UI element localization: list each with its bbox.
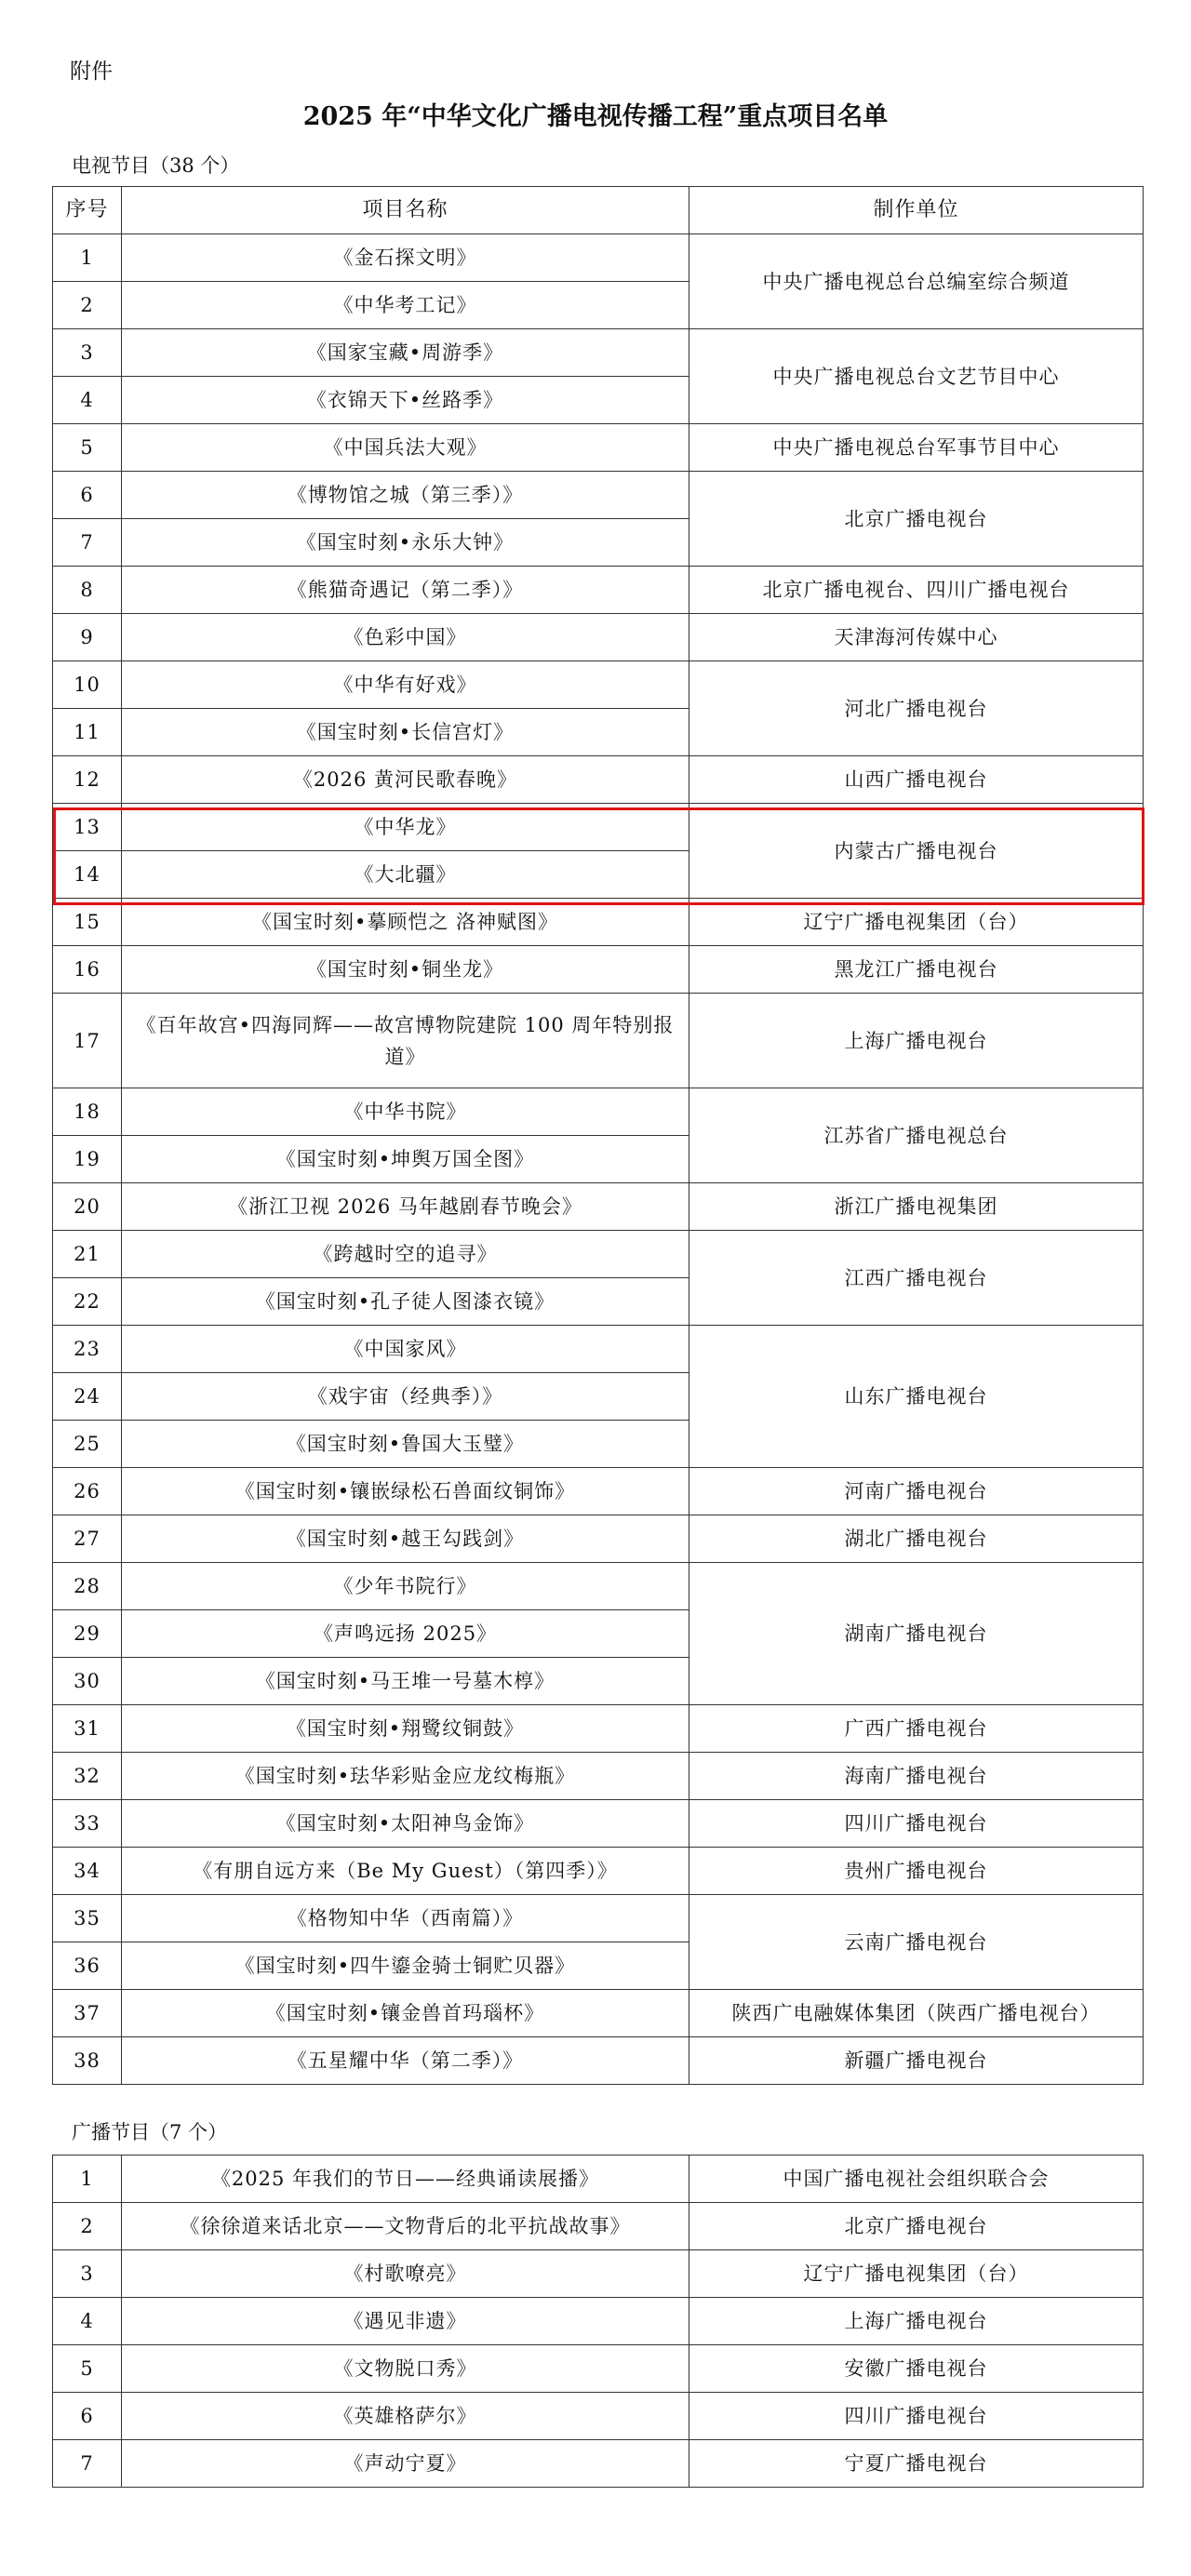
row-index: 33	[53, 1800, 122, 1848]
table-row	[53, 756, 1144, 804]
tv-programs-table	[52, 186, 1144, 2085]
project-name: 《声动宁夏》	[122, 2440, 689, 2488]
row-index: 31	[53, 1705, 122, 1753]
table-row	[53, 2250, 1144, 2298]
row-index: 7	[53, 2440, 122, 2488]
row-index: 13	[53, 804, 122, 851]
project-name: 《国宝时刻•珐华彩贴金应龙纹梅瓶》	[122, 1753, 689, 1800]
table-row	[53, 2345, 1144, 2393]
producer: 新疆广播电视台	[689, 2037, 1144, 2085]
table-row	[53, 2393, 1144, 2440]
row-index: 12	[53, 756, 122, 804]
project-name: 《英雄格萨尔》	[122, 2393, 689, 2440]
row-index: 28	[53, 1563, 122, 1610]
table-row	[53, 329, 1144, 377]
row-index: 29	[53, 1610, 122, 1658]
project-name: 《五星耀中华（第二季）》	[122, 2037, 689, 2085]
header-index: 序号	[53, 187, 122, 234]
producer: 宁夏广播电视台	[689, 2440, 1144, 2488]
row-index: 9	[53, 614, 122, 661]
row-index: 38	[53, 2037, 122, 2085]
table-row	[53, 1895, 1144, 1942]
project-name: 《国宝时刻•太阳神鸟金饰》	[122, 1800, 689, 1848]
producer: 中央广播电视总台军事节目中心	[689, 424, 1144, 472]
producer: 上海广播电视台	[689, 994, 1144, 1088]
project-name: 《中华有好戏》	[122, 661, 689, 709]
row-index: 16	[53, 946, 122, 994]
table-row	[53, 2298, 1144, 2345]
table-row	[53, 946, 1144, 994]
row-index: 22	[53, 1278, 122, 1326]
table-header-row	[53, 187, 1144, 234]
row-index: 32	[53, 1753, 122, 1800]
producer: 北京广播电视台	[689, 472, 1144, 567]
project-name: 《声鸣远扬 2025》	[122, 1610, 689, 1658]
table-row	[53, 2037, 1144, 2085]
table-row	[53, 804, 1144, 851]
project-name: 《国宝时刻•镶嵌绿松石兽面纹铜饰》	[122, 1468, 689, 1515]
table-row	[53, 661, 1144, 709]
row-index: 6	[53, 472, 122, 519]
row-index: 6	[53, 2393, 122, 2440]
project-name: 《村歌嘹亮》	[122, 2250, 689, 2298]
producer: 湖南广播电视台	[689, 1563, 1144, 1705]
project-name: 《国宝时刻•永乐大钟》	[122, 519, 689, 567]
row-index: 10	[53, 661, 122, 709]
project-name: 《文物脱口秀》	[122, 2345, 689, 2393]
project-name: 《国宝时刻•越王勾践剑》	[122, 1515, 689, 1563]
row-index: 34	[53, 1848, 122, 1895]
header-project-name: 项目名称	[122, 187, 689, 234]
row-index: 36	[53, 1942, 122, 1990]
row-index: 17	[53, 994, 122, 1088]
row-index: 1	[53, 2156, 122, 2203]
project-name: 《衣锦天下•丝路季》	[122, 377, 689, 424]
producer: 山西广播电视台	[689, 756, 1144, 804]
project-name: 《中国兵法大观》	[122, 424, 689, 472]
project-name: 《2025 年我们的节日——经典诵读展播》	[122, 2156, 689, 2203]
row-index: 35	[53, 1895, 122, 1942]
row-index: 2	[53, 282, 122, 329]
table-row	[53, 1515, 1144, 1563]
producer: 陕西广电融媒体集团（陕西广播电视台）	[689, 1990, 1144, 2037]
radio-programs-table	[52, 2155, 1144, 2488]
producer: 安徽广播电视台	[689, 2345, 1144, 2393]
project-name: 《金石探文明》	[122, 234, 689, 282]
row-index: 8	[53, 567, 122, 614]
project-name: 《中华书院》	[122, 1088, 689, 1136]
project-name: 《跨越时空的追寻》	[122, 1231, 689, 1278]
row-index: 1	[53, 234, 122, 282]
producer: 云南广播电视台	[689, 1895, 1144, 1990]
producer: 北京广播电视台、四川广播电视台	[689, 567, 1144, 614]
project-name: 《色彩中国》	[122, 614, 689, 661]
producer: 广西广播电视台	[689, 1705, 1144, 1753]
producer: 河北广播电视台	[689, 661, 1144, 756]
producer: 上海广播电视台	[689, 2298, 1144, 2345]
row-index: 20	[53, 1183, 122, 1231]
project-name: 《格物知中华（西南篇）》	[122, 1895, 689, 1942]
producer: 中央广播电视总台文艺节目中心	[689, 329, 1144, 424]
row-index: 19	[53, 1136, 122, 1183]
table-row	[53, 234, 1144, 282]
row-index: 30	[53, 1658, 122, 1705]
table-row	[53, 567, 1144, 614]
table-row	[53, 1990, 1144, 2037]
row-index: 7	[53, 519, 122, 567]
row-index: 25	[53, 1421, 122, 1468]
project-name: 《国宝时刻•铜坐龙》	[122, 946, 689, 994]
table-row	[53, 614, 1144, 661]
producer: 江苏省广播电视总台	[689, 1088, 1144, 1183]
table-row	[53, 1848, 1144, 1895]
document-title: 2025 年“中华文化广播电视传播工程”重点项目名单	[302, 102, 889, 131]
table-row	[53, 1183, 1144, 1231]
row-index: 14	[53, 851, 122, 899]
project-name: 《国宝时刻•鲁国大玉璧》	[122, 1421, 689, 1468]
row-index: 21	[53, 1231, 122, 1278]
project-name: 《国宝时刻•长信宫灯》	[122, 709, 689, 756]
project-name: 《浙江卫视 2026 马年越剧春节晚会》	[122, 1183, 689, 1231]
project-name: 《国宝时刻•镶金兽首玛瑙杯》	[122, 1990, 689, 2037]
project-name: 《国宝时刻•孔子徒人图漆衣镜》	[122, 1278, 689, 1326]
project-name: 《遇见非遗》	[122, 2298, 689, 2345]
project-name: 《国宝时刻•摹顾恺之 洛神赋图》	[122, 899, 689, 946]
row-index: 37	[53, 1990, 122, 2037]
producer: 辽宁广播电视集团（台）	[689, 899, 1144, 946]
producer: 四川广播电视台	[689, 2393, 1144, 2440]
table-row	[53, 472, 1144, 519]
producer: 河南广播电视台	[689, 1468, 1144, 1515]
project-name: 《国家宝藏•周游季》	[122, 329, 689, 377]
row-index: 26	[53, 1468, 122, 1515]
row-index: 4	[53, 2298, 122, 2345]
row-index: 3	[53, 329, 122, 377]
project-name: 《国宝时刻•翔鹭纹铜鼓》	[122, 1705, 689, 1753]
table-row	[53, 1088, 1144, 1136]
row-index: 4	[53, 377, 122, 424]
producer: 中央广播电视总台总编室综合频道	[689, 234, 1144, 329]
project-name: 《徐徐道来话北京——文物背后的北平抗战故事》	[122, 2203, 689, 2250]
table-row	[53, 899, 1144, 946]
attachment-label: 附件	[70, 60, 113, 84]
row-index: 5	[53, 2345, 122, 2393]
project-name: 《2026 黄河民歌春晚》	[122, 756, 689, 804]
project-name: 《大北疆》	[122, 851, 689, 899]
project-name: 《中国家风》	[122, 1326, 689, 1373]
row-index: 15	[53, 899, 122, 946]
producer: 辽宁广播电视集团（台）	[689, 2250, 1144, 2298]
table-row	[53, 1231, 1144, 1278]
table-row	[53, 2440, 1144, 2488]
producer: 海南广播电视台	[689, 1753, 1144, 1800]
producer: 天津海河传媒中心	[689, 614, 1144, 661]
row-index: 27	[53, 1515, 122, 1563]
row-index: 2	[53, 2203, 122, 2250]
producer: 中国广播电视社会组织联合会	[689, 2156, 1144, 2203]
project-name: 《戏宇宙（经典季）》	[122, 1373, 689, 1421]
row-index: 11	[53, 709, 122, 756]
project-name: 《中华考工记》	[122, 282, 689, 329]
producer: 山东广播电视台	[689, 1326, 1144, 1468]
table-row	[53, 1326, 1144, 1373]
project-name: 《博物馆之城（第三季）》	[122, 472, 689, 519]
table-row	[53, 2203, 1144, 2250]
project-name: 《中华龙》	[122, 804, 689, 851]
producer: 湖北广播电视台	[689, 1515, 1144, 1563]
row-index: 3	[53, 2250, 122, 2298]
tv-section-label: 电视节目（38 个）	[72, 154, 240, 177]
table-row	[53, 1468, 1144, 1515]
producer: 四川广播电视台	[689, 1800, 1144, 1848]
radio-section-label: 广播节目（7 个）	[72, 2121, 228, 2143]
producer: 贵州广播电视台	[689, 1848, 1144, 1895]
table-row	[53, 1753, 1144, 1800]
row-index: 18	[53, 1088, 122, 1136]
project-name: 《国宝时刻•马王堆一号墓木椁》	[122, 1658, 689, 1705]
table-row	[53, 1563, 1144, 1610]
row-index: 23	[53, 1326, 122, 1373]
producer: 浙江广播电视集团	[689, 1183, 1144, 1231]
header-producer: 制作单位	[689, 187, 1144, 234]
table-row	[53, 994, 1144, 1088]
producer: 北京广播电视台	[689, 2203, 1144, 2250]
project-name: 《有朋自远方来（Be My Guest）（第四季）》	[122, 1848, 689, 1895]
table-row	[53, 1705, 1144, 1753]
row-index: 24	[53, 1373, 122, 1421]
row-index: 5	[53, 424, 122, 472]
project-name: 《国宝时刻•坤舆万国全图》	[122, 1136, 689, 1183]
project-name: 《国宝时刻•四牛鎏金骑士铜贮贝器》	[122, 1942, 689, 1990]
table-row	[53, 1800, 1144, 1848]
table-row	[53, 424, 1144, 472]
producer: 黑龙江广播电视台	[689, 946, 1144, 994]
project-name: 《熊猫奇遇记（第二季）》	[122, 567, 689, 614]
producer: 江西广播电视台	[689, 1231, 1144, 1326]
producer: 内蒙古广播电视台	[689, 804, 1144, 899]
project-name: 《百年故宫•四海同辉——故宫博物院建院 100 周年特别报道》	[122, 994, 689, 1088]
project-name: 《少年书院行》	[122, 1563, 689, 1610]
table-row	[53, 2156, 1144, 2203]
